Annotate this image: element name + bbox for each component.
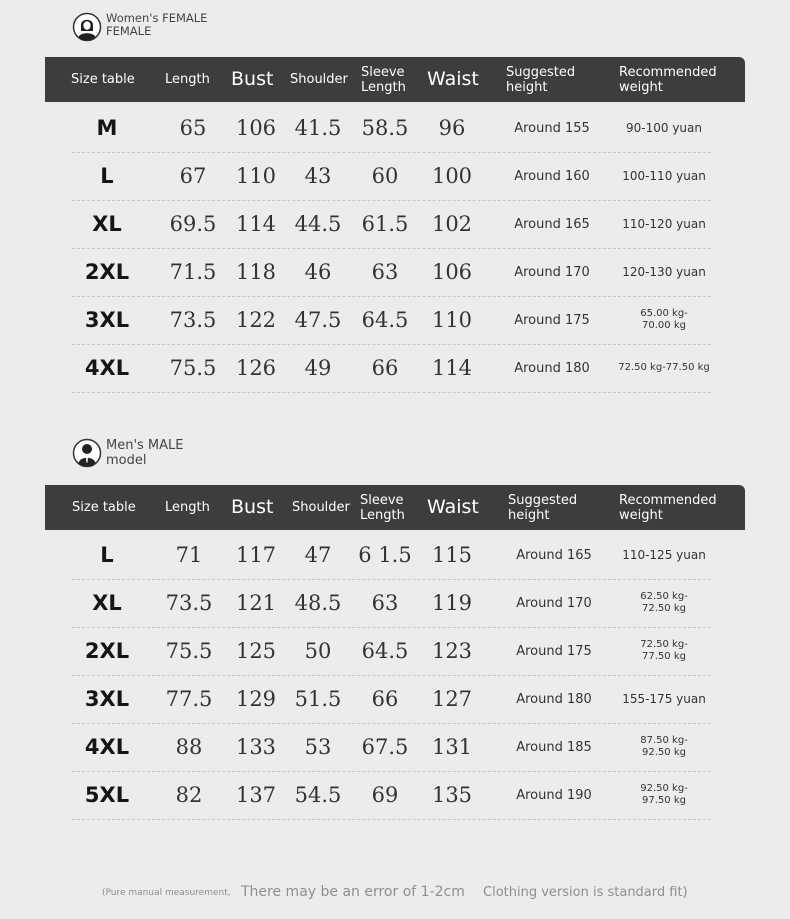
men-size-section [0, 430, 790, 830]
cell-waist: 115 [431, 543, 473, 567]
cell-shoulder: 54.5 [294, 783, 342, 807]
cell-length: 75.5 [165, 639, 213, 663]
cell-bust: 110 [235, 164, 277, 188]
cell-sleeve: 61.5 [361, 212, 409, 236]
table-row [72, 200, 711, 249]
header-suggested-height: Suggested height [506, 64, 576, 95]
male-avatar-icon [72, 438, 102, 468]
header-shoulder: Shoulder [290, 72, 348, 87]
cell-waist: 135 [431, 783, 473, 807]
cell-height: Around 155 [514, 120, 590, 136]
cell-bust: 129 [235, 687, 277, 711]
cell-bust: 122 [235, 308, 277, 332]
cell-shoulder: 47.5 [294, 308, 342, 332]
table-row [72, 771, 711, 820]
cell-shoulder: 46 [304, 260, 332, 284]
cell-length: 82 [175, 783, 203, 807]
cell-weight: 92.50 kg-97.50 kg [640, 783, 688, 806]
cell-weight: 155-175 yuan [622, 692, 706, 706]
cell-sleeve: 67.5 [361, 735, 409, 759]
cell-weight: 120-130 yuan [622, 265, 706, 279]
header-recommended-weight: Recommended weight [619, 492, 717, 523]
cell-size: L [100, 164, 114, 188]
cell-bust: 114 [235, 212, 277, 236]
table-row [72, 152, 711, 201]
cell-height: Around 170 [514, 264, 590, 280]
cell-bust: 117 [235, 543, 277, 567]
cell-sleeve: 66 [371, 356, 399, 380]
women-table-header [45, 57, 745, 102]
cell-size: L [100, 543, 114, 567]
cell-sleeve: 64.5 [361, 308, 409, 332]
cell-size: 2XL [84, 639, 130, 663]
header-bust: Bust [231, 496, 274, 518]
cell-weight: 90-100 yuan [626, 121, 702, 135]
cell-shoulder: 50 [304, 639, 332, 663]
header-suggested-height: Suggested height [508, 492, 578, 523]
cell-shoulder: 53 [304, 735, 332, 759]
header-sleeve-length: Sleeve Length [361, 64, 406, 95]
cell-length: 71 [175, 543, 203, 567]
cell-size: 2XL [84, 260, 130, 284]
cell-sleeve: 63 [371, 260, 399, 284]
cell-shoulder: 49 [304, 356, 332, 380]
table-row [72, 248, 711, 297]
cell-height: Around 180 [514, 360, 590, 376]
cell-sleeve: 66 [371, 687, 399, 711]
cell-shoulder: 48.5 [294, 591, 342, 615]
cell-height: Around 165 [516, 547, 592, 563]
cell-height: Around 190 [516, 787, 592, 803]
cell-waist: 114 [431, 356, 473, 380]
table-row [72, 104, 711, 153]
cell-size: 4XL [84, 735, 130, 759]
cell-weight: 100-110 yuan [622, 169, 706, 183]
table-row [72, 344, 711, 393]
cell-weight: 110-120 yuan [622, 217, 706, 231]
cell-shoulder: 43 [304, 164, 332, 188]
men-model-text: Men's MALE model [106, 438, 184, 468]
cell-sleeve: 69 [371, 783, 399, 807]
women-model-label [72, 12, 216, 42]
header-shoulder: Shoulder [292, 500, 350, 515]
cell-waist: 127 [431, 687, 473, 711]
cell-shoulder: 44.5 [294, 212, 342, 236]
female-avatar-icon [72, 12, 102, 42]
cell-waist: 106 [431, 260, 473, 284]
cell-bust: 106 [235, 116, 277, 140]
cell-waist: 100 [431, 164, 473, 188]
header-recommended-weight: Recommended weight [619, 64, 717, 95]
table-row [72, 675, 711, 724]
cell-length: 73.5 [169, 308, 217, 332]
cell-bust: 125 [235, 639, 277, 663]
cell-length: 75.5 [169, 356, 217, 380]
note-error-margin: There may be an error of 1-2cm [241, 884, 465, 900]
cell-weight: 87.50 kg-92.50 kg [640, 735, 688, 758]
cell-height: Around 175 [514, 312, 590, 328]
women-model-text: Women's FEMALE FEMALE [106, 11, 208, 38]
header-size: Size table [71, 72, 135, 87]
cell-sleeve: 58.5 [361, 116, 409, 140]
measurement-note [0, 884, 790, 904]
cell-height: Around 165 [514, 216, 590, 232]
note-manual-measurement: (Pure manual measurement, [102, 888, 231, 898]
cell-height: Around 185 [516, 739, 592, 755]
cell-weight: 62.50 kg-72.50 kg [640, 591, 688, 614]
cell-weight: 65.00 kg-70.00 kg [640, 308, 688, 331]
cell-length: 88 [175, 735, 203, 759]
cell-sleeve: 64.5 [361, 639, 409, 663]
header-size: Size table [72, 500, 136, 515]
cell-bust: 121 [235, 591, 277, 615]
cell-length: 71.5 [169, 260, 217, 284]
cell-length: 77.5 [165, 687, 213, 711]
header-waist: Waist [427, 68, 479, 90]
cell-bust: 137 [235, 783, 277, 807]
women-size-section [0, 0, 790, 400]
cell-waist: 96 [438, 116, 466, 140]
cell-height: Around 180 [516, 691, 592, 707]
table-row [72, 579, 711, 628]
header-sleeve-length: Sleeve Length [360, 492, 405, 523]
cell-waist: 119 [431, 591, 473, 615]
men-table-header [45, 485, 745, 530]
cell-size: 5XL [84, 783, 130, 807]
note-clothing-version: Clothing version is standard fit) [483, 885, 688, 900]
cell-sleeve: 6 1.5 [358, 543, 412, 567]
cell-height: Around 175 [516, 643, 592, 659]
cell-length: 65 [179, 116, 207, 140]
table-row [72, 296, 711, 345]
cell-shoulder: 41.5 [294, 116, 342, 140]
cell-sleeve: 63 [371, 591, 399, 615]
cell-length: 67 [179, 164, 207, 188]
cell-weight: 110-125 yuan [622, 548, 706, 562]
cell-height: Around 170 [516, 595, 592, 611]
cell-waist: 102 [431, 212, 473, 236]
cell-size: 3XL [84, 687, 130, 711]
cell-waist: 123 [431, 639, 473, 663]
header-length: Length [165, 500, 210, 515]
cell-bust: 133 [235, 735, 277, 759]
cell-shoulder: 51.5 [294, 687, 342, 711]
cell-size: XL [92, 591, 122, 615]
cell-length: 69.5 [169, 212, 217, 236]
cell-bust: 118 [235, 260, 277, 284]
cell-waist: 110 [431, 308, 473, 332]
cell-weight: 72.50 kg-77.50 kg [640, 639, 688, 662]
table-row [72, 627, 711, 676]
cell-size: 4XL [84, 356, 130, 380]
table-row [72, 531, 711, 580]
cell-sleeve: 60 [371, 164, 399, 188]
cell-waist: 131 [431, 735, 473, 759]
cell-length: 73.5 [165, 591, 213, 615]
cell-shoulder: 47 [304, 543, 332, 567]
men-model-label [72, 438, 186, 468]
cell-size: XL [92, 212, 122, 236]
cell-size: M [96, 116, 118, 140]
cell-weight: 72.50 kg-77.50 kg [618, 362, 710, 373]
table-row [72, 723, 711, 772]
header-waist: Waist [427, 496, 479, 518]
cell-bust: 126 [235, 356, 277, 380]
header-bust: Bust [231, 68, 274, 90]
header-length: Length [165, 72, 210, 87]
cell-size: 3XL [84, 308, 130, 332]
cell-height: Around 160 [514, 168, 590, 184]
